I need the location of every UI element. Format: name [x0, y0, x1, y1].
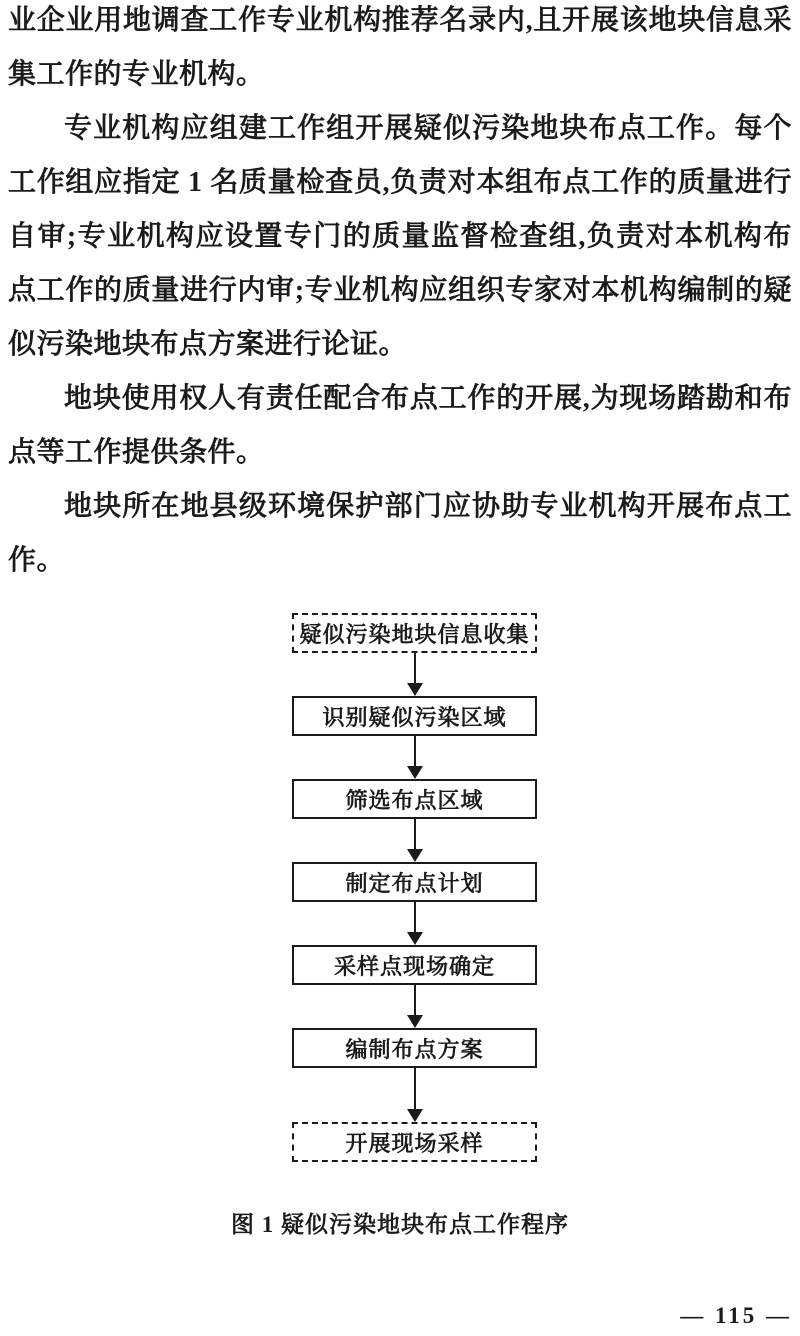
arrow-head-icon — [407, 1015, 423, 1028]
body-paragraph-3: 地块使用权人有责任配合布点工作的开展,为现场踏勘和布点等工作提供条件。 — [8, 383, 792, 468]
down-arrow-connector — [407, 902, 423, 945]
arrow-shaft — [414, 736, 416, 767]
page-number: — 115 — — [680, 1303, 792, 1328]
down-arrow-connector — [407, 736, 423, 779]
down-arrow-connector — [407, 985, 423, 1028]
arrow-head-icon — [407, 1109, 423, 1122]
flow-step-screen-areas: 筛选布点区域 — [292, 779, 537, 819]
arrow-head-icon — [407, 849, 423, 862]
arrow-shaft — [414, 985, 416, 1016]
arrow-head-icon — [407, 932, 423, 945]
flow-step-info-collection: 疑似污染地块信息收集 — [292, 613, 537, 653]
arrow-shaft — [414, 819, 416, 850]
flow-step-field-sampling: 开展现场采样 — [292, 1122, 537, 1162]
body-text-block — [8, 0, 792, 588]
flow-step-compile-scheme: 编制布点方案 — [292, 1028, 537, 1068]
flow-step-identify-areas: 识别疑似污染区域 — [292, 696, 537, 736]
arrow-shaft — [414, 653, 416, 684]
flow-step-make-plan: 制定布点计划 — [292, 862, 537, 902]
arrow-shaft — [414, 902, 416, 933]
arrow-shaft — [414, 1068, 416, 1110]
body-paragraph-1: 业企业用地调查工作专业机构推荐名录内,且开展该地块信息采集工作的专业机构。 — [8, 5, 792, 90]
arrow-head-icon — [407, 683, 423, 696]
flow-step-confirm-points: 采样点现场确定 — [292, 945, 537, 985]
flowchart-figure — [292, 613, 537, 1162]
arrow-head-icon — [407, 766, 423, 779]
down-arrow-connector — [407, 653, 423, 696]
body-paragraph-4: 地块所在地县级环境保护部门应协助专业机构开展布点工作。 — [8, 491, 792, 576]
down-arrow-connector — [407, 1068, 423, 1122]
body-paragraph-2: 专业机构应组建工作组开展疑似污染地块布点工作。每个工作组应指定 1 名质量检查员,负责对本组布点工作的质量进行自审;专业机构应设置专门的质量监督检查组,负责对本机构布点工作的质量进行内审;专业机构应组织专家对本机构编制的疑似污染地块布点方案进行论证。 — [8, 113, 792, 360]
figure-caption: 图 1 疑似污染地块布点工作程序 — [231, 1212, 569, 1237]
down-arrow-connector — [407, 819, 423, 862]
